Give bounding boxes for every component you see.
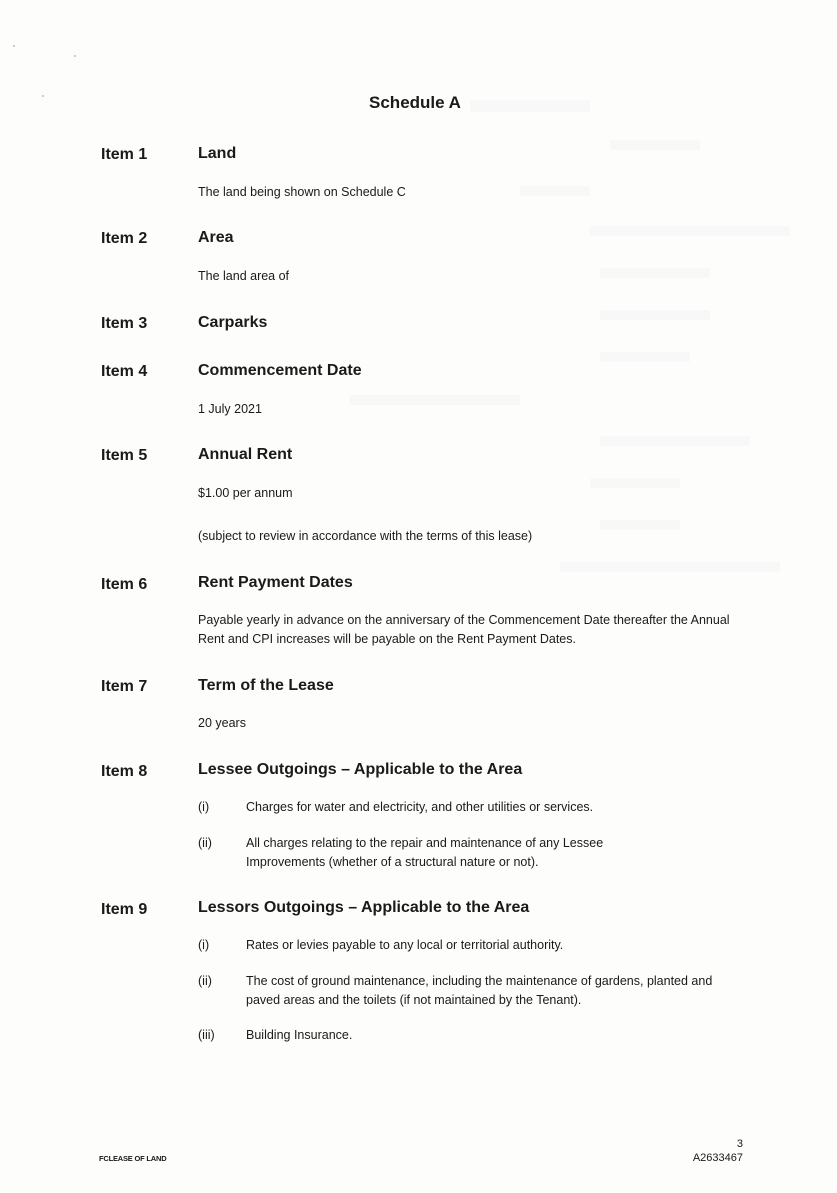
item-text: 20 years [198,716,246,730]
schedule-title: Schedule A [369,93,461,112]
item-label: Item 4 [101,363,148,380]
item-heading: Land [198,145,237,162]
page-number: 3 [736,1138,743,1150]
item-heading: Term of the Lease [198,677,334,694]
item-text: 1 July 2021 [198,402,262,416]
item-label: Item 9 [101,901,148,918]
item-label: Item 7 [101,678,148,695]
item-note: (subject to review in accordance with the terms of this lease) [198,529,533,543]
item-heading: Area [198,229,234,246]
scan-artifact [600,310,710,320]
subitem-number: (i) [198,800,210,814]
subitem-number: (ii) [198,836,212,850]
item-label: Item 2 [101,230,148,247]
subitem-text: All charges relating to the repair and maintenance of any Lessee Improvements (whether of a structural nature or not). [246,836,604,869]
item-label: Item 3 [101,315,148,332]
item-label: Item 8 [101,763,148,780]
subitem-number: (ii) [198,974,212,988]
item-heading: Commencement Date [198,362,362,379]
item-label: Item 1 [101,146,148,163]
subitem-text: Rates or levies payable to any local or territorial authority. [246,938,564,952]
scan-artifact [610,140,700,150]
item-text: $1.00 per annum [198,486,293,500]
item-label: Item 6 [101,576,148,593]
item-heading: Lessee Outgoings – Applicable to the Area [198,761,523,778]
item-heading: Lessors Outgoings – Applicable to the Area [198,899,530,916]
scan-artifact [590,226,790,236]
scan-speck [13,45,15,47]
item-heading: Rent Payment Dates [198,574,353,591]
item-text: The land being shown on Schedule C [198,185,406,199]
item-text: The land area of [198,269,290,283]
subitem-text: Charges for water and electricity, and other utilities or services. [246,800,594,814]
scan-artifact [600,352,690,362]
scan-artifact [560,562,780,572]
footer-document-name: FCLEASE OF LAND [99,1154,167,1163]
subitem-text: The cost of ground maintenance, including the maintenance of gardens, planted and paved areas and the toilets (if not maintained by the Tenant). [246,974,713,1007]
subitem-number: (i) [198,938,210,952]
scan-speck [74,55,76,57]
subitem-text: Building Insurance. [246,1028,353,1042]
item-heading: Carparks [198,314,268,331]
item-text: Payable yearly in advance on the anniversary of the Commencement Date thereafter the Annual Rent and CPI increases will be payable on the Rent Payment Dates. [198,613,730,646]
document-reference: A2633467 [692,1152,743,1164]
subitem-number: (iii) [198,1028,215,1042]
scan-artifact [600,436,750,446]
item-label: Item 5 [101,447,148,464]
item-heading: Annual Rent [198,446,293,463]
